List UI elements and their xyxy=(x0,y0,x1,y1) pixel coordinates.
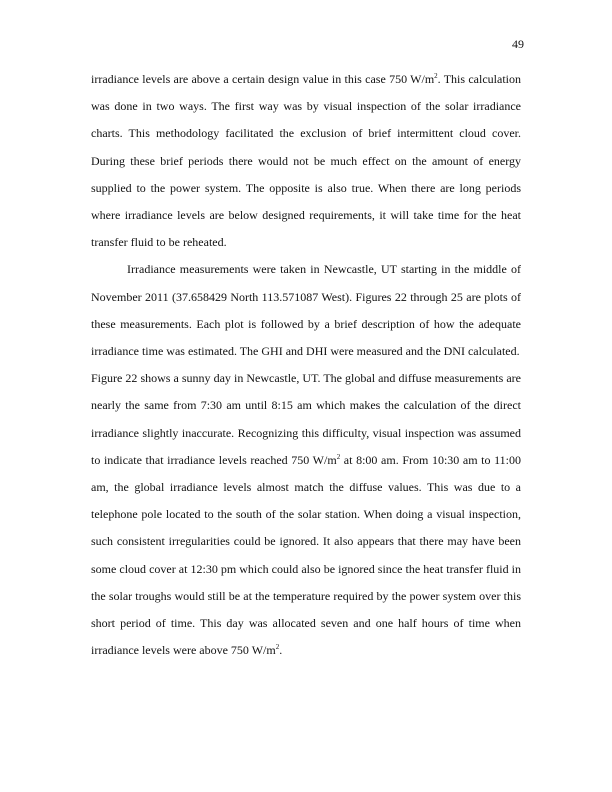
paragraph-3-text-a: Figure 22 shows a sunny day in Newcastle, UT. The global and diffuse measurements are nearly the same from 7:30 am until 8:15 am which makes the calculation of the direct irradiance slightly inaccurate. Recognizing this difficulty, visual inspection was assumed to indicate that irradiance levels reached 750 W/m xyxy=(91,371,521,467)
paragraph-1-text-a: irradiance levels are above a certain design value in this case 750 W/m xyxy=(91,72,435,86)
paragraph-2 xyxy=(91,256,521,365)
paragraph-1-text-b: . This calculation was done in two ways. The first way was by visual inspection of the solar irradiance charts. This methodology facilitated the exclusion of brief intermittent cloud cover. During these brief periods there would not be much effect on the amount of energy supplied to the power system. The opposite is also true. When there are long periods where irradiance levels are below designed requirements, it will take time for the heat transfer fluid to be reheated. xyxy=(91,72,521,250)
paragraph-1 xyxy=(91,66,521,256)
paragraph-3 xyxy=(91,365,521,664)
page-number: 49 xyxy=(512,37,524,51)
superscript: 2 xyxy=(275,643,280,652)
superscript: 2 xyxy=(434,72,438,80)
superscript: 2 xyxy=(336,452,341,461)
paragraph-2-text: Irradiance measurements were taken in Newcastle, UT starting in the middle of November 2011 (37.658429 North 113.571087 West). Figures 22 through 25 are plots of these measurements. Each plot is followed by a brief description of how the adequate irradiance time was estimated. The GHI and DHI were measured and the DNI calculated. xyxy=(91,262,521,359)
body-text xyxy=(91,66,521,664)
paragraph-3-text-c: . xyxy=(279,643,283,658)
paragraph-3-text-b: at 8:00 am. From 10:30 am to 11:00 am, the global irradiance levels almost match the diffuse values. This was due to a telephone pole located to the south of the solar station. When doing a visual inspection, such consistent irregularities could be ignored. It also appears that there may have been some cloud cover at 12:30 pm which could also be ignored since the heat transfer fluid in the solar troughs would still be at the temperature required by the power system over this short period of time. This day was allocated seven and one half hours of time when irradiance levels were above 750 W/m xyxy=(91,452,522,658)
